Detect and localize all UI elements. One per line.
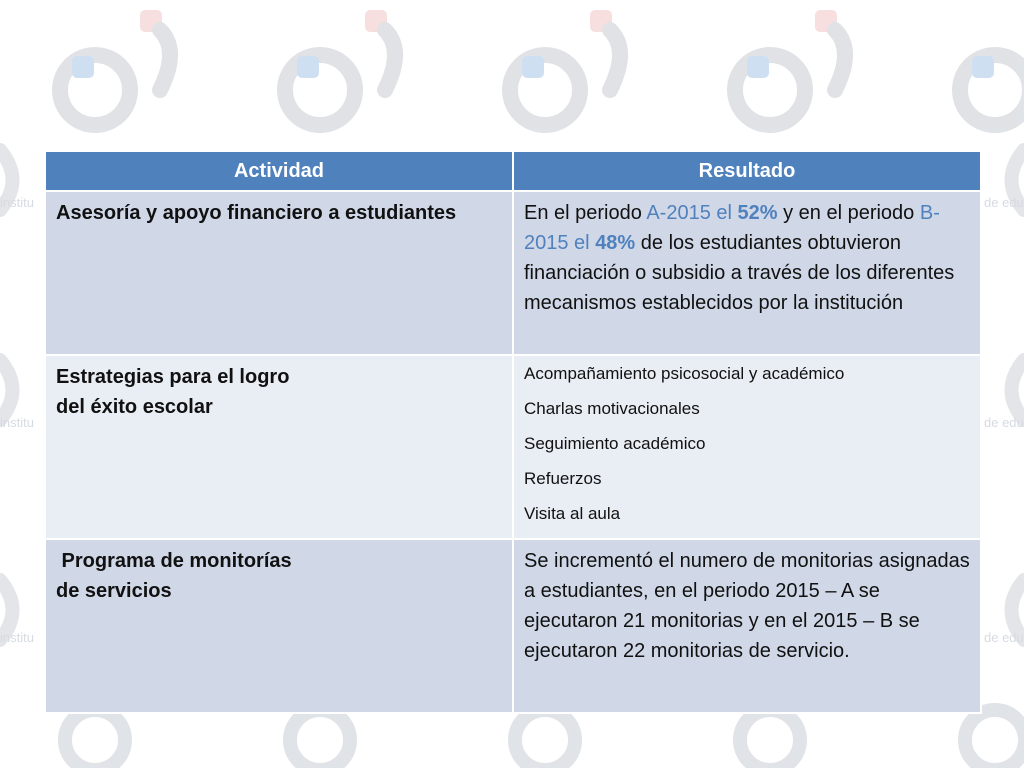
header-resultado: Resultado [513,151,981,191]
table-header-row [45,151,981,191]
result-text: de los estudiantes obtuvieron financiación o subsidio a través de los diferentes mecanismos establecidos por la institución [524,232,955,314]
watermark-logo-row-top [60,10,1024,125]
strategy-list [524,364,970,524]
list-item: Visita al aula [524,504,621,523]
row-result [513,355,981,539]
watermark-text-right: de edu [984,630,1024,645]
list-item: Seguimiento académico [524,434,706,453]
activity-line: de servicios [56,580,172,602]
activity-results-table [44,150,982,714]
watermark-text-left: institu [0,630,34,645]
watermark-text-right: de edu [984,415,1024,430]
list-item: Acompañamiento psicosocial y académico [524,364,845,383]
row-result [513,191,981,355]
row-activity [45,355,513,539]
result-text: En el periodo [524,202,647,224]
watermark-text-left: institu [0,195,34,210]
list-item: Refuerzos [524,469,602,488]
row-activity: Asesoría y apoyo financiero a estudiantes [45,191,513,355]
watermark-text-left: institu [0,415,34,430]
watermark-text-right: de edu [984,195,1024,210]
result-percent-a: 52% [737,202,778,224]
table-row [45,355,981,539]
table-row [45,191,981,355]
row-activity [45,539,513,713]
header-actividad: Actividad [45,151,513,191]
list-item: Charlas motivacionales [524,399,700,418]
result-text: y en el periodo [777,202,920,224]
activity-line: Programa de monitorías [56,550,292,572]
result-period-a: A-2015 el [646,202,732,224]
activity-line: Estrategias para el logro [56,366,290,388]
result-period-b: B-2015 el [524,202,940,254]
table-row [45,539,981,713]
row-result: Se incrementó el numero de monitorias asignadas a estudiantes, en el periodo 2015 – A se ejecutaron 21 monitorias y en el 2015 – B se ejecutaron 22 monitorias de servicio. [513,539,981,713]
watermark-logo-row-bottom [65,710,1024,768]
result-percent-b: 48% [595,232,636,254]
activity-line: del éxito escolar [56,396,213,418]
